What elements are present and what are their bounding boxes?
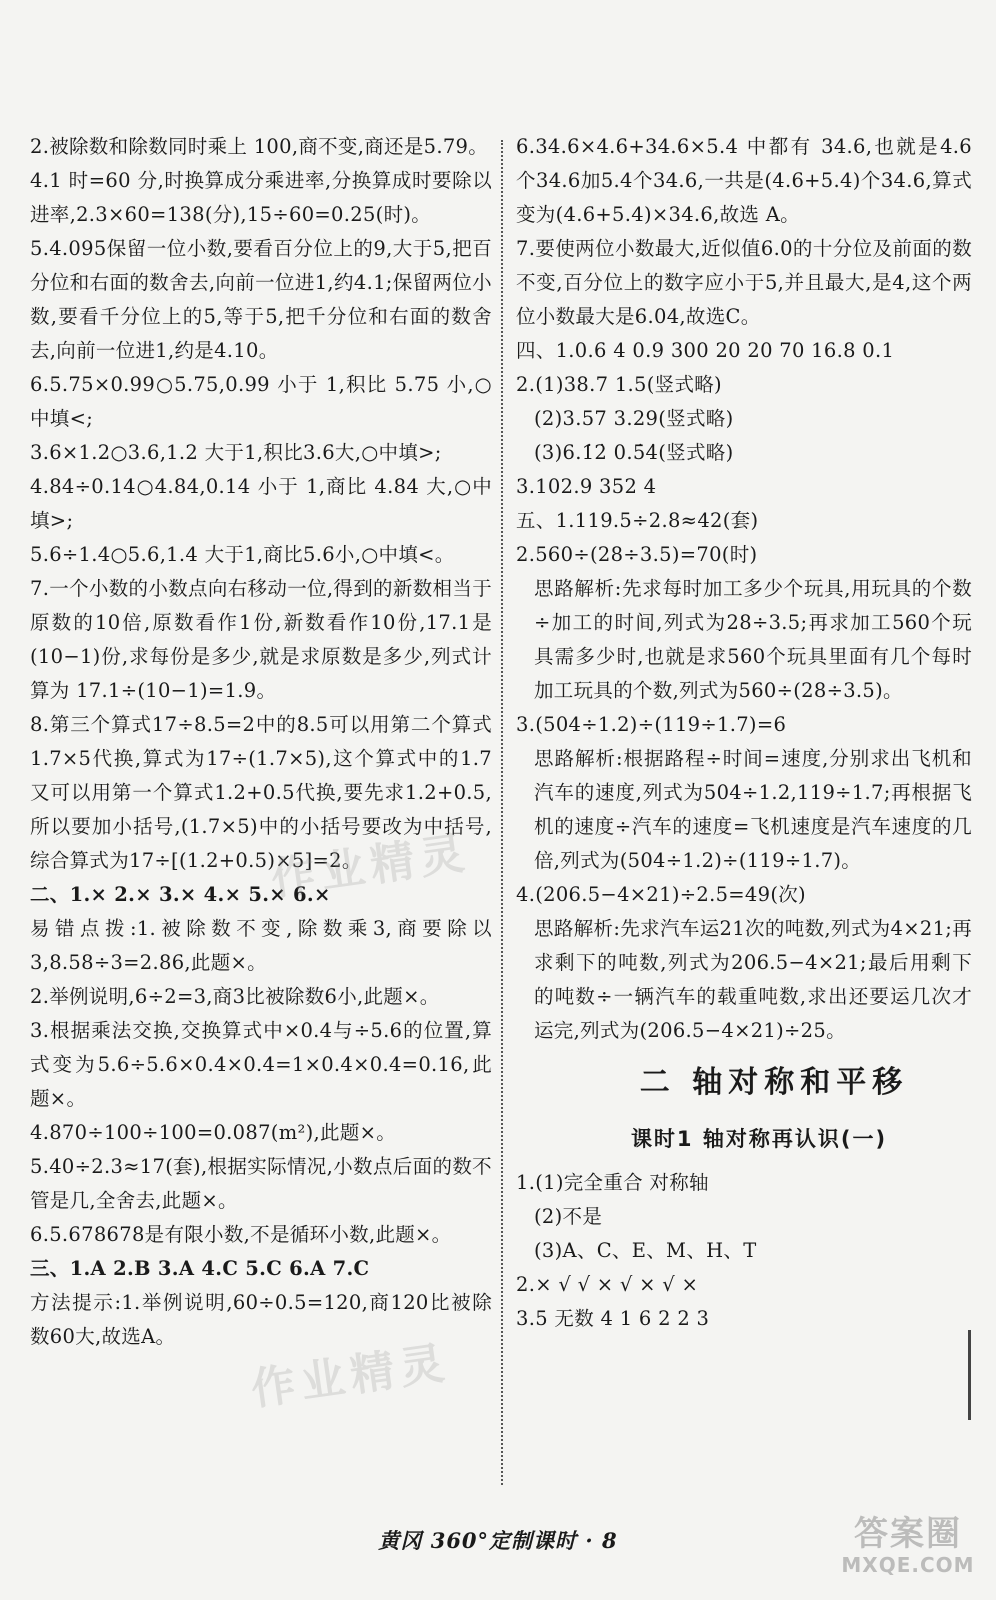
left-para-14: 4.870÷100÷100=0.087(m²),此题×。 bbox=[30, 1121, 397, 1144]
left-para-16: 6.5.678678是有限小数,不是循环小数,此题×。 bbox=[30, 1223, 452, 1246]
right-para-2: 7.要使两位小数最大,近似值6.0的十分位及前面的数不变,百分位上的数字应小于5,并且最大,是4,这个两位小数最大是6.04,故选C。 bbox=[516, 237, 972, 328]
left-para-4: 6.5.75×0.99○5.75,0.99 小于 1,积比 5.75 小,○中填<; bbox=[30, 373, 492, 430]
lesson-answer-3: (3)A、C、E、M、H、T bbox=[534, 1239, 757, 1262]
left-column bbox=[30, 130, 492, 1354]
right-column bbox=[516, 130, 972, 1336]
section-2-answers: 二、1.× 2.× 3.× 4.× 5.× 6.× bbox=[30, 883, 331, 906]
right-para-9: 2.560÷(28÷3.5)=70(时) bbox=[516, 543, 758, 566]
right-para-4: 2.(1)38.7 1.5(竖式略) bbox=[516, 373, 722, 396]
column-divider bbox=[501, 140, 503, 1485]
right-para-3: 四、1.0.6 4 0.9 300 20 20 70 16.8 0.1 bbox=[516, 339, 895, 362]
lesson-answer-4: 2.× √ √ × √ × √ × bbox=[516, 1273, 699, 1296]
left-para-13: 3.根据乘法交换,交换算式中×0.4与÷5.6的位置,算式变为5.6÷5.6×0.4×0.4=1×0.4×0.4=0.16,此题×。 bbox=[30, 1019, 492, 1110]
left-para-11: 易错点拨:1.被除数不变,除数乘3,商要除以3,8.58÷3=2.86,此题×。 bbox=[30, 917, 492, 974]
left-para-18: 方法提示:1.举例说明,60÷0.5=120,商120比被除数60大,故选A。 bbox=[30, 1291, 492, 1348]
left-para-2: 4.1 时=60 分,时换算成分乘进率,分换算成时要除以进率,2.3×60=138(分),15÷60=0.25(时)。 bbox=[30, 169, 492, 226]
left-para-15: 5.40÷2.3≈17(套),根据实际情况,小数点后面的数不管是几,全舍去,此题×。 bbox=[30, 1155, 492, 1212]
left-para-8: 7.一个小数的小数点向右移动一位,得到的新数相当于原数的10倍,原数看作1份,新数看作10份,17.1是(10−1)份,求每份是多少,就是求原数是多少,列式计算为 17.1÷(10−1)=1.9。 bbox=[30, 577, 492, 702]
right-para-12: 思路解析:根据路程÷时间=速度,分别求出飞机和汽车的速度,列式为504÷1.2,119÷1.7;再根据飞机的速度÷汽车的速度=飞机速度是汽车速度的几倍,列式为(504÷1.2)÷(119÷1.7)。 bbox=[534, 747, 972, 872]
left-para-7: 5.6÷1.4○5.6,1.4 大于1,商比5.6小,○中填<。 bbox=[30, 543, 455, 566]
section-3-answers: 三、1.A 2.B 3.A 4.C 5.C 6.A 7.C bbox=[30, 1257, 370, 1280]
left-para-3: 5.4.095保留一位小数,要看百分位上的9,大于5,把百分位和右面的数舍去,向前一位进1,约4.1;保留两位小数,要看千分位上的5,等于5,把千分位和右面的数舍去,向前一位进1,约是4.10。 bbox=[30, 237, 492, 362]
right-para-10: 思路解析:先求每时加工多少个玩具,用玩具的个数÷加工的时间,列式为28÷3.5;再求加工560个玩具需多少时,也就是求560个玩具里面有几个每时加工玩具的个数,列式为560÷(28÷3.5)。 bbox=[534, 577, 972, 702]
watermark: 作业精灵 bbox=[248, 1337, 454, 1416]
watermark: 作业精灵 bbox=[268, 827, 474, 906]
left-para-1: 2.被除数和除数同时乘上 100,商不变,商还是5.79。 bbox=[30, 135, 489, 158]
right-para-1: 6.34.6×4.6+34.6×5.4 中都有 34.6,也就是4.6个34.6加5.4个34.6,一共是(4.6+5.4)个34.6,算式变为(4.6+5.4)×34.6,故选 A。 bbox=[516, 135, 972, 226]
left-para-9: 8.第三个算式17÷8.5=2中的8.5可以用第二个算式1.7×5代换,算式为17÷(1.7×5),这个算式中的1.7又可以用第一个算式1.2+0.5代换,要先求1.2+0.5,所以要加小括号,(1.7×5)中的小括号要改为中括号,综合算式为17÷[(1.2+0.5)×5]=2。 bbox=[30, 713, 492, 872]
chapter-title: 二 轴对称和平移 bbox=[639, 1065, 909, 1100]
right-para-8: 五、1.119.5÷2.8≈42(套) bbox=[516, 509, 759, 532]
page-edge-mark bbox=[968, 1330, 971, 1420]
right-para-6: (3)6.1̇2̇ 0.5̇4̇(竖式略) bbox=[534, 441, 734, 464]
site-logo-name: 答案圈 bbox=[854, 1514, 962, 1554]
right-para-11: 3.(504÷1.2)÷(119÷1.7)=6 bbox=[516, 713, 787, 736]
right-para-7: 3.102.9 352 4 bbox=[516, 475, 657, 498]
right-para-5: (2)3.57 3.29(竖式略) bbox=[534, 407, 734, 430]
site-logo bbox=[838, 1515, 978, 1577]
right-para-13: 4.(206.5−4×21)÷2.5=49(次) bbox=[516, 883, 806, 906]
lesson-answer-1: 1.(1)完全重合 对称轴 bbox=[516, 1171, 709, 1194]
page-footer: 黄冈 360°定制课时 · 8 bbox=[378, 1528, 618, 1553]
lesson-answer-2: (2)不是 bbox=[534, 1205, 603, 1228]
left-para-5: 3.6×1.2○3.6,1.2 大于1,积比3.6大,○中填>; bbox=[30, 441, 442, 464]
lesson-answer-5: 3.5 无数 4 1 6 2 2 3 bbox=[516, 1307, 710, 1330]
lesson-title: 课时1 轴对称再认识(一) bbox=[630, 1127, 888, 1151]
left-para-6: 4.84÷0.14○4.84,0.14 小于 1,商比 4.84 大,○中填>; bbox=[30, 475, 492, 532]
left-para-12: 2.举例说明,6÷2=3,商3比被除数6小,此题×。 bbox=[30, 985, 440, 1008]
right-para-14: 思路解析:先求汽车运21次的吨数,列式为4×21;再求剩下的吨数,列式为206.5−4×21;最后用剩下的吨数÷一辆汽车的载重吨数,求出还要运几次才运完,列式为(206.5−4×21)÷25。 bbox=[534, 917, 972, 1042]
site-logo-url: MXQE.COM bbox=[841, 1553, 975, 1577]
